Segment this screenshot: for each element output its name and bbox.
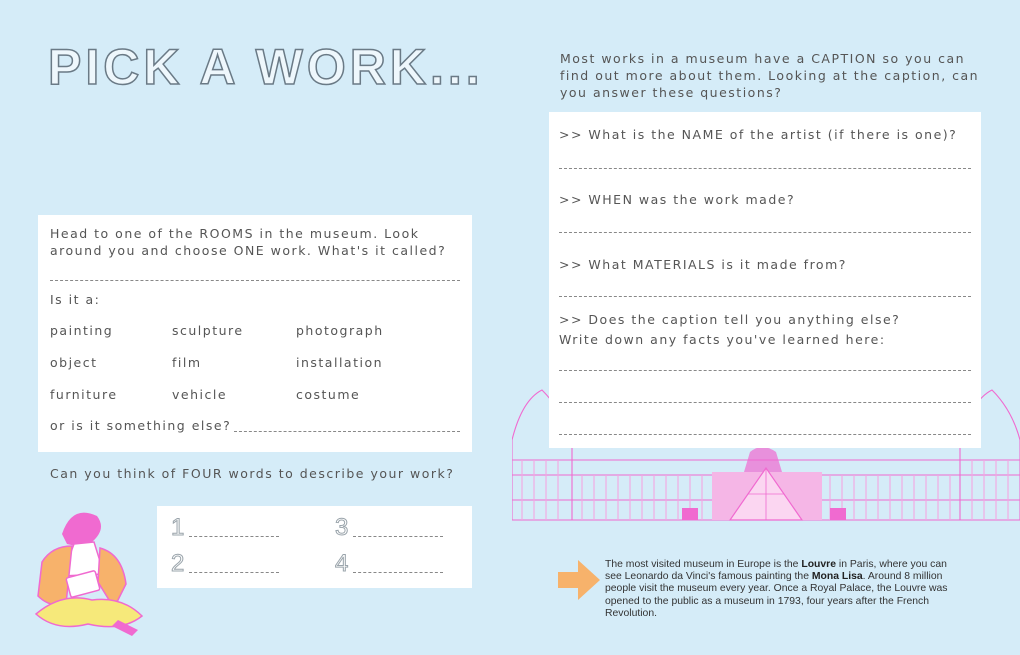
question-materials: >> What MATERIALS is it made from? <box>559 257 847 272</box>
work-type-box <box>38 215 472 452</box>
caption-questions-box <box>549 112 981 448</box>
info-text-part-2: in Paris, where you can see Leonardo da Vinci's famous painting the <box>605 559 947 583</box>
caption-intro: Most works in a museum have a CAPTION so you can find out more about them. Looking at the caption, can you answer these questions? <box>560 51 980 100</box>
question-anything-else: >> Does the caption tell you anything else? <box>559 312 901 327</box>
number-1: 1 <box>171 514 185 541</box>
word-2-line[interactable] <box>189 572 279 573</box>
info-text-part-3: . Around 8 million people visit the museum every year. Once a Royal Palace, the Louvre was opened to the public as a museum in 1793, four years after the French Revolution. <box>605 571 948 619</box>
something-else-line[interactable] <box>234 431 460 432</box>
option-sculpture[interactable]: sculpture <box>172 323 244 338</box>
facts-prompt: Write down any facts you've learned here: <box>559 332 886 347</box>
louvre-name: Louvre <box>801 559 837 570</box>
number-2: 2 <box>171 550 185 577</box>
option-object[interactable]: object <box>50 355 98 370</box>
option-furniture[interactable]: furniture <box>50 387 118 402</box>
question-artist-name: >> What is the NAME of the artist (if there is one)? <box>559 127 958 142</box>
word-1-line[interactable] <box>189 536 279 537</box>
option-film[interactable]: film <box>172 355 202 370</box>
choose-work-instruction: Head to one of the ROOMS in the museum. Look around you and choose ONE work. What's it called? <box>50 226 447 258</box>
answer-materials-line[interactable] <box>559 296 971 297</box>
option-installation[interactable]: installation <box>296 355 384 370</box>
number-4: 4 <box>335 550 349 577</box>
option-photograph[interactable]: photograph <box>296 323 384 338</box>
page-title: PICK A WORK... <box>48 39 484 95</box>
question-when-made: >> WHEN was the work made? <box>559 192 796 207</box>
answer-artist-name-line[interactable] <box>559 168 971 169</box>
word-4-line[interactable] <box>353 572 443 573</box>
mona-lisa-name: Mona Lisa <box>811 571 863 583</box>
facts-line-1[interactable] <box>559 370 971 371</box>
number-3: 3 <box>335 514 349 541</box>
option-painting[interactable]: painting <box>50 323 114 338</box>
facts-line-2[interactable] <box>559 402 971 403</box>
four-words-box <box>157 506 472 588</box>
louvre-fact-text <box>605 559 950 620</box>
info-text-part-1: The most visited museum in Europe is the <box>605 559 802 570</box>
four-words-prompt: Can you think of FOUR words to describe your work? <box>50 466 455 481</box>
reading-girl-illustration <box>22 504 152 644</box>
is-it-label: Is it a: <box>50 292 101 307</box>
option-costume[interactable]: costume <box>296 387 361 402</box>
something-else-prompt: or is it something else? <box>50 418 232 433</box>
word-3-line[interactable] <box>353 536 443 537</box>
answer-when-made-line[interactable] <box>559 232 971 233</box>
arrow-right-icon <box>558 560 600 600</box>
option-vehicle[interactable]: vehicle <box>172 387 228 402</box>
work-name-line[interactable] <box>50 280 460 281</box>
facts-line-3[interactable] <box>559 434 971 435</box>
